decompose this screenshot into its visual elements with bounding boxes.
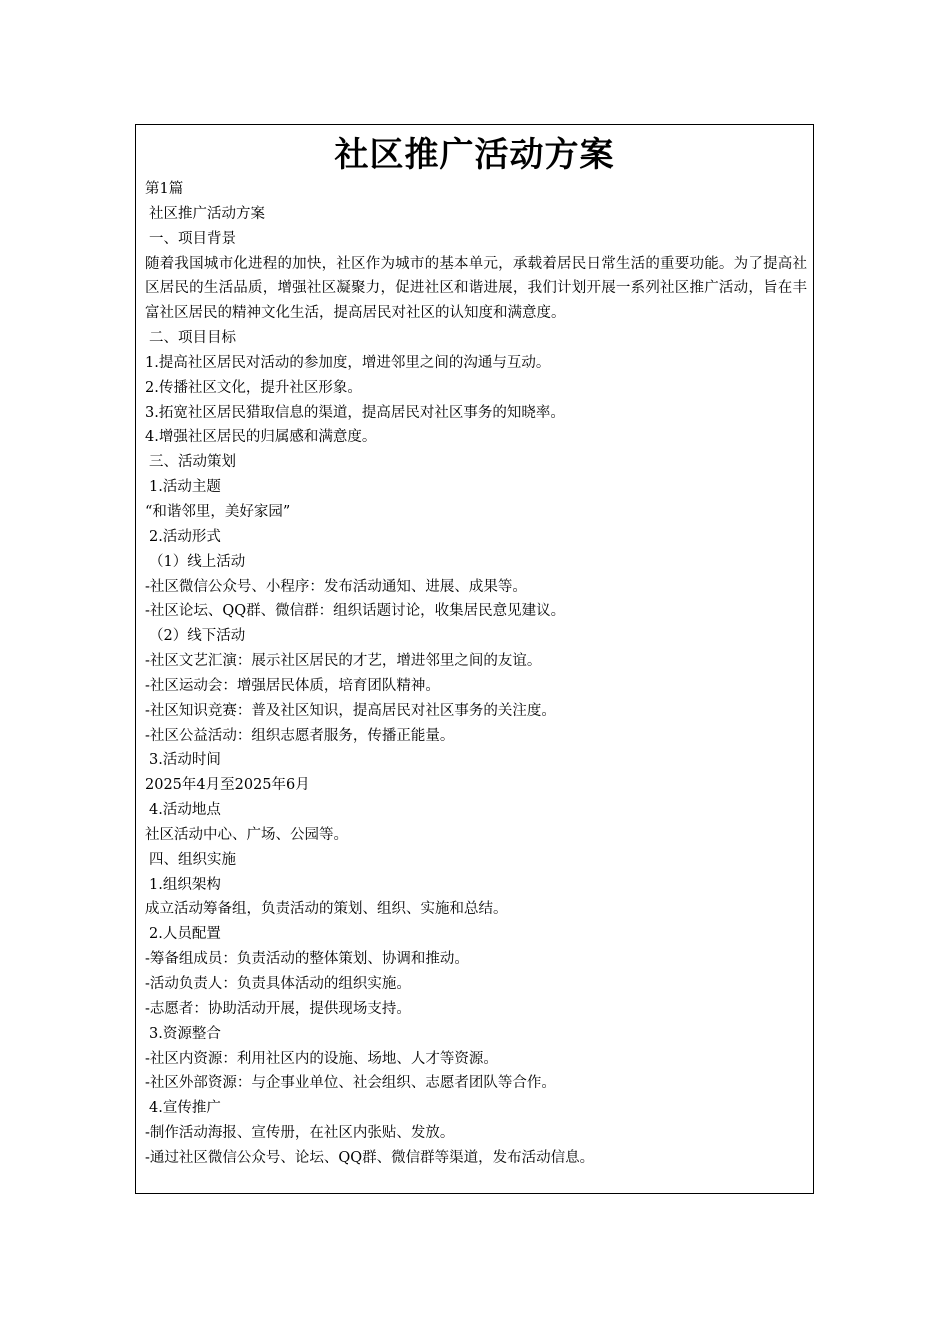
text-line: 社区活动中心、广场、公园等。 (145, 826, 348, 843)
text-line: -通过社区微信公众号、论坛、QQ群、微信群等渠道，发布活动信息。 (145, 1149, 595, 1166)
document-frame (135, 124, 814, 1194)
text-line: -志愿者：协助活动开展，提供现场支持。 (145, 1000, 411, 1017)
text-line: 二、项目目标 (149, 330, 236, 347)
text-line: 第1篇 (145, 181, 184, 197)
text-line: -社区论坛、QQ群、微信群：组织话题讨论，收集居民意见建议。 (145, 603, 566, 620)
text-line: -社区公益活动：组织志愿者服务，传播正能量。 (145, 727, 455, 744)
text-line: 4.增强社区居民的归属感和满意度。 (145, 429, 377, 446)
text-line: 社区推广活动方案 (149, 205, 265, 222)
text-line: （2）线下活动 (149, 628, 246, 645)
text-line: 2.传播社区文化，提升社区形象。 (145, 379, 362, 396)
text-line: -社区外部资源：与企事业单位、社会组织、志愿者团队等合作。 (145, 1075, 556, 1092)
text-line: -社区微信公众号、小程序：发布活动通知、进展、成果等。 (145, 578, 527, 595)
document-body (145, 177, 807, 1171)
text-line: -制作活动海报、宣传册，在社区内张贴、发放。 (145, 1125, 455, 1142)
text-line: 4.活动地点 (149, 802, 221, 819)
text-line: 成立活动筹备组，负责活动的策划、组织、实施和总结。 (145, 901, 508, 918)
text-line: 1.组织架构 (149, 876, 221, 893)
text-line: -活动负责人：负责具体活动的组织实施。 (145, 976, 411, 992)
document-title: 社区推广活动方案 (334, 135, 615, 175)
text-line: 1.提高社区居民对活动的参加度，增进邻里之间的沟通与互动。 (145, 354, 551, 371)
text-line: 3.拓宽社区居民猎取信息的渠道，提高居民对社区事务的知晓率。 (145, 404, 565, 421)
text-line: 3.资源整合 (149, 1025, 221, 1042)
text-line: -社区文艺汇演：展示社区居民的才艺，增进邻里之间的友谊。 (145, 653, 542, 670)
text-line: 四、组织实施 (149, 851, 236, 868)
text-line: 2.活动形式 (149, 528, 221, 545)
body-paragraph: 随着我国城市化进程的加快，社区作为城市的基本单元，承载着居民日常生活的重要功能。为了提高社区居民的生活品质，增强社区凝聚力，促进社区和谐进展，我们计划开展一系列社区推广活动，旨在丰富社区居民的精神文化生活，提高居民对社区的认知度和满意度。 (145, 255, 807, 322)
text-line: 三、活动策划 (149, 454, 236, 471)
text-line: 2.人员配置 (149, 926, 221, 943)
text-line: 2025年4月至2025年6月 (145, 777, 310, 794)
text-line: 1.活动主题 (149, 479, 221, 496)
text-line: -社区知识竞赛：普及社区知识，提高居民对社区事务的关注度。 (145, 702, 556, 719)
text-line: -社区内资源：利用社区内的设施、场地、人才等资源。 (145, 1050, 498, 1067)
text-line: 一、项目背景 (149, 230, 236, 247)
text-line: “和谐邻里，美好家园” (145, 503, 291, 520)
text-line: -筹备组成员：负责活动的整体策划、协调和推动。 (145, 951, 469, 968)
text-line: -社区运动会：增强居民体质，培育团队精神。 (145, 677, 440, 694)
text-line: （1）线上活动 (149, 553, 246, 570)
text-line: 4.宣传推广 (149, 1100, 221, 1117)
text-line: 3.活动时间 (149, 752, 221, 769)
